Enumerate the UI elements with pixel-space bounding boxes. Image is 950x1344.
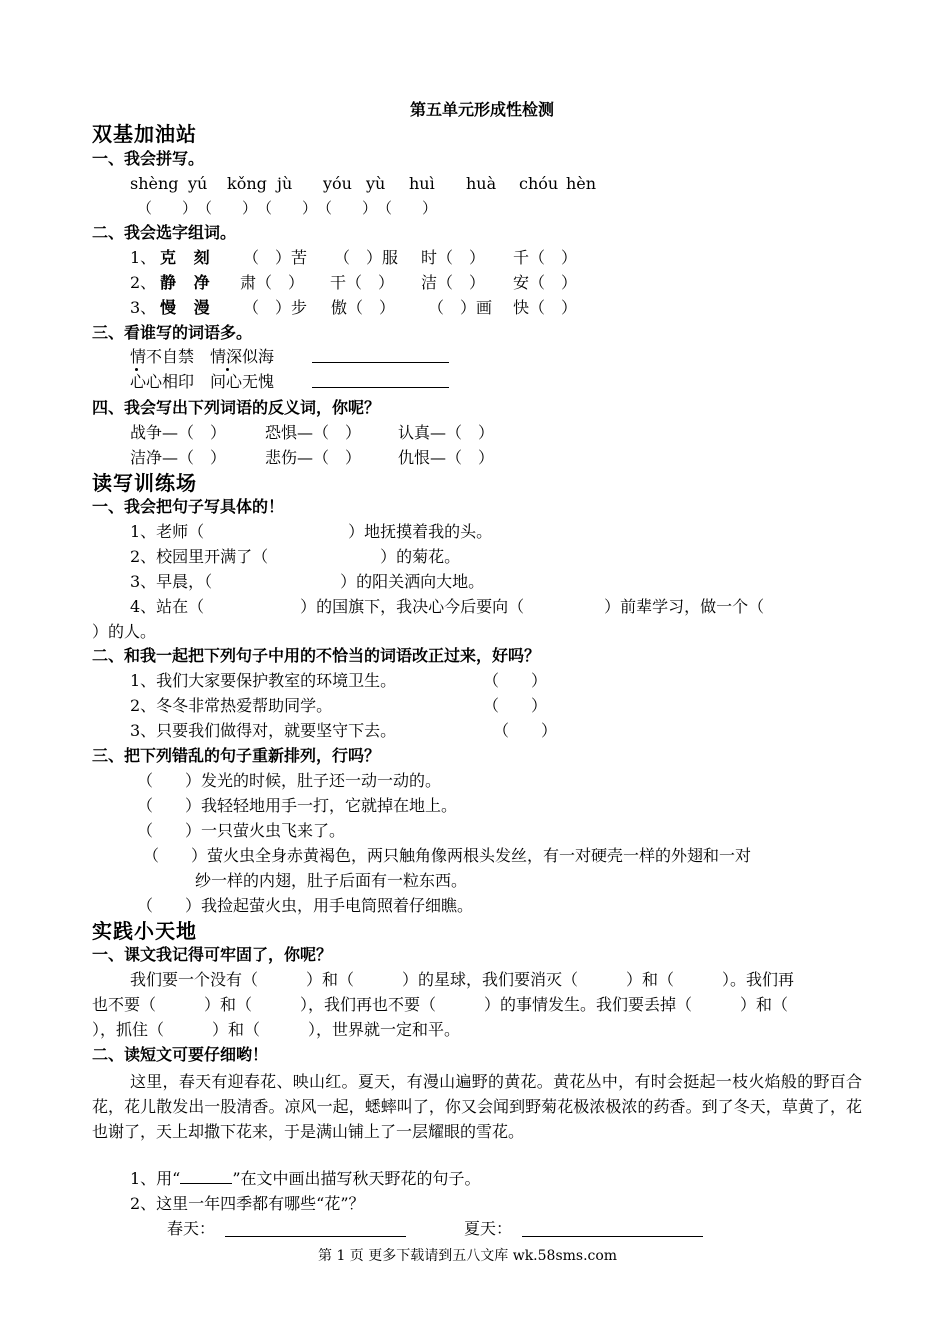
spring-label: 春天： <box>167 1219 216 1238</box>
reading-passage: 这里，春天有迎春花、映山红。夏天，有漫山遍野的黄花。黄花丛中，有时会挺起一枝火焰般的野百合花，花儿散发出一股清香。凉风一起，蟋蟀叫了，你又会闻到野菊花极浓极浓的药香。到了冬天，草黄了，花也谢了，天上却撒下花来，于是满山铺上了一层耀眼的雪花。 <box>92 1072 862 1141</box>
q2-heading: 二、和我一起把下列句子中用的不恰当的词语改正过来，好吗？ <box>92 646 541 665</box>
pinyin-syllable: hèn <box>566 174 597 193</box>
order-item[interactable]: （ ）我轻轻地用手一打，它就掉在地上。 <box>137 796 458 815</box>
word-blank[interactable]: （ ）步 <box>243 298 308 317</box>
recall-line[interactable]: 也不要（ ）和（ ），我们再也不要（ ）的事情发生。我们要丢掉（ ）和（ <box>92 995 789 1014</box>
q2-heading: 二、我会选字组词。 <box>92 223 237 242</box>
underline-sample <box>180 1169 232 1184</box>
row-number: 2、 <box>130 273 157 292</box>
pinyin-syllable: shèng <box>130 174 179 193</box>
pinyin-syllable: chóu <box>519 174 559 193</box>
answer-line[interactable] <box>312 348 449 363</box>
q4-heading: 四、我会写出下列词语的反义词，你呢？ <box>92 398 381 417</box>
pinyin-syllable: huì <box>409 174 435 193</box>
pinyin-syllable: yù <box>366 174 386 193</box>
word-blank[interactable]: 安（ ） <box>513 273 578 292</box>
task-1-prefix: 1、用“ <box>130 1169 181 1188</box>
pinyin-syllable: kǒng <box>227 174 267 193</box>
antonym-item[interactable]: 仇恨—（ ） <box>398 448 495 467</box>
pinyin-syllable: jù <box>277 174 293 193</box>
q1-heading: 一、我会把句子写具体的！ <box>92 497 285 516</box>
spring-answer-line[interactable] <box>225 1222 406 1237</box>
sentence-item[interactable]: 1、老师（ ）地抚摸着我的头。 <box>130 522 493 541</box>
antonym-item[interactable]: 认真—（ ） <box>398 423 495 442</box>
choice-characters: 克 刻 <box>160 248 216 267</box>
word-blank[interactable]: 洁（ ） <box>421 273 486 292</box>
answer-paren[interactable]: （ ） <box>493 721 558 740</box>
antonym-item[interactable]: 洁净—（ ） <box>130 448 227 467</box>
answer-paren[interactable]: （ ） <box>483 696 548 715</box>
row-number: 1、 <box>130 248 157 267</box>
word-blank[interactable]: （ ）服 <box>334 248 399 267</box>
q1-heading: 一、我会拼写。 <box>92 149 205 168</box>
section-heading-practice: 实践小天地 <box>92 919 197 943</box>
word-blank[interactable]: （ ）画 <box>428 298 493 317</box>
word-blank[interactable]: 时（ ） <box>421 248 486 267</box>
recall-line[interactable]: 我们要一个没有（ ）和（ ）的星球，我们要消灭（ ）和（ ）。我们再 <box>130 970 795 989</box>
word-blank[interactable]: 干（ ） <box>330 273 395 292</box>
pinyin-syllable: yú <box>188 174 208 193</box>
task-2: 2、这里一年四季都有哪些“花”？ <box>130 1194 365 1213</box>
summer-answer-line[interactable] <box>522 1222 703 1237</box>
pinyin-answer-blanks[interactable]: （ ） （ ） （ ） （ ） （ ） <box>137 199 438 217</box>
order-item-continued: 纱一样的内翅，肚子后面有一粒东西。 <box>195 871 468 890</box>
sentence-item-continued: ）的人。 <box>92 622 157 641</box>
pinyin-syllable: huà <box>466 174 497 193</box>
section-heading-reading-writing: 读写训练场 <box>92 471 197 495</box>
order-item[interactable]: （ ）发光的时候，肚子还一动一动的。 <box>137 771 442 790</box>
antonym-item[interactable]: 战争—（ ） <box>130 423 227 442</box>
row-number: 3、 <box>130 298 157 317</box>
recall-line[interactable]: ），抓住（ ）和（ ），世界就一定和平。 <box>92 1020 461 1039</box>
word-pattern-row: 心心相印 问心无愧 <box>130 372 275 391</box>
antonym-item[interactable]: 恐惧—（ ） <box>265 423 362 442</box>
word-blank[interactable]: 傲（ ） <box>331 298 396 317</box>
word-blank[interactable]: 肃（ ） <box>240 273 305 292</box>
emphasis-dot <box>226 368 229 371</box>
word-pattern-row: 情不自禁 情深似海 <box>130 347 275 366</box>
sentence-item: 2、冬冬非常热爱帮助同学。 <box>130 696 333 715</box>
word-blank[interactable]: 千（ ） <box>513 248 578 267</box>
sentence-item[interactable]: 2、校园里开满了（ ）的菊花。 <box>130 547 461 566</box>
choice-characters: 慢 漫 <box>160 298 216 317</box>
choice-characters: 静 净 <box>160 273 216 292</box>
summer-label: 夏天： <box>464 1219 513 1238</box>
task-1 <box>130 1169 481 1189</box>
order-item[interactable]: （ ）我捡起萤火虫，用手电筒照着仔细瞧。 <box>137 896 474 915</box>
q1-heading: 一、课文我记得可牢固了，你呢？ <box>92 945 333 964</box>
pinyin-syllable: yóu <box>323 174 352 193</box>
order-item[interactable]: （ ）萤火虫全身赤黄褐色，两只触角像两根头发丝，有一对硬壳一样的外翅和一对 <box>143 846 752 865</box>
sentence-item: 1、我们大家要保护教室的环境卫生。 <box>130 671 397 690</box>
answer-paren[interactable]: （ ） <box>483 671 548 690</box>
answer-line[interactable] <box>312 373 449 388</box>
antonym-item[interactable]: 悲伤—（ ） <box>265 448 362 467</box>
word-blank[interactable]: 快（ ） <box>513 298 578 317</box>
sentence-item[interactable]: 3、早晨，（ ）的阳关洒向大地。 <box>130 572 485 591</box>
section-heading-basics: 双基加油站 <box>92 122 197 146</box>
sentence-item[interactable]: 4、站在（ ）的国旗下，我决心今后要向（ ）前辈学习，做一个（ <box>130 597 765 616</box>
task-1-suffix: ”在文中画出描写秋天野花的句子。 <box>232 1169 481 1188</box>
order-item[interactable]: （ ）一只萤火虫飞来了。 <box>137 821 346 840</box>
emphasis-dot <box>135 368 138 371</box>
page-title: 第五单元形成性检测 <box>410 100 555 119</box>
q3-heading: 三、看谁写的词语多。 <box>92 323 253 342</box>
word-blank[interactable]: （ ）苦 <box>243 248 308 267</box>
q2-heading: 二、读短文可要仔细哟！ <box>92 1045 269 1064</box>
page-footer: 第 1 页 更多下载请到五八文库 wk.58sms.com <box>318 1248 618 1264</box>
sentence-item: 3、只要我们做得对，就要坚守下去。 <box>130 721 397 740</box>
q3-heading: 三、把下列错乱的句子重新排列，行吗？ <box>92 746 381 765</box>
